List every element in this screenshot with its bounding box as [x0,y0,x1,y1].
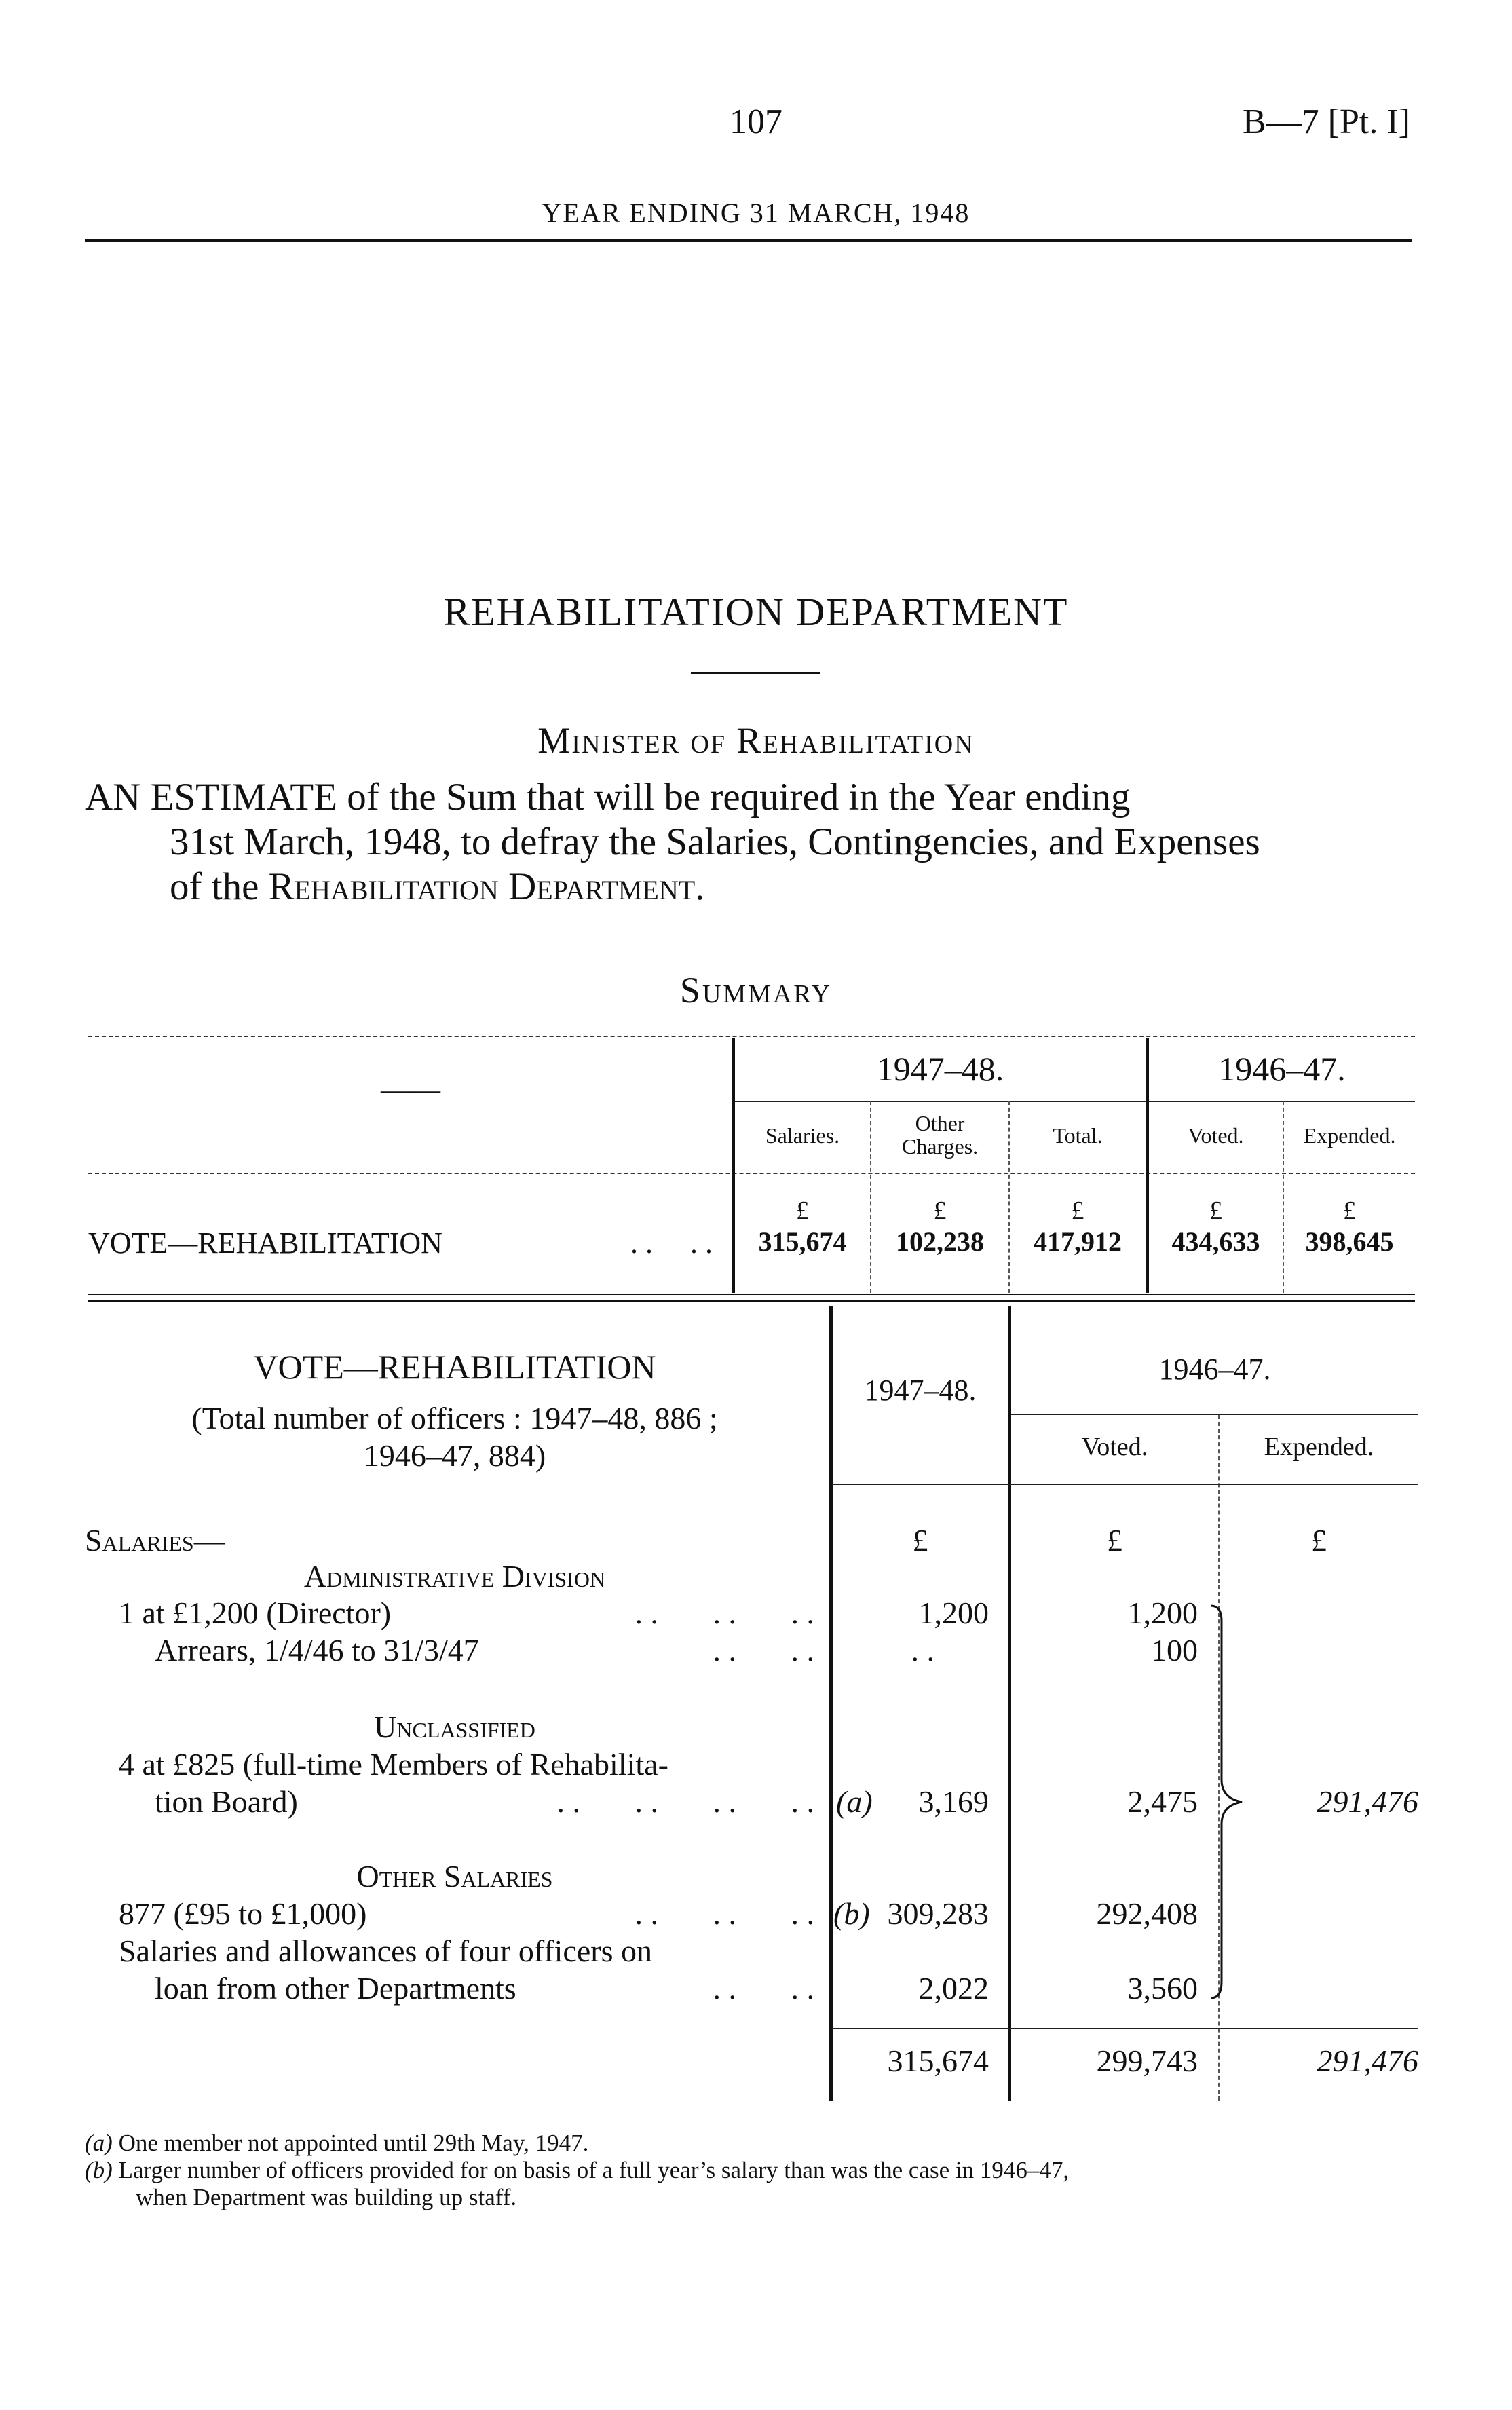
director-dots: . . . . . . [635,1596,814,1630]
summary-row-dots: . . . . [630,1226,713,1260]
board-voted: 2,475 [1127,1784,1198,1819]
footnote-a-mark: (a) [85,2130,113,2156]
footnote-b-text-line-2: when Department was building up staff. [136,2184,517,2210]
estimate-line-1: AN ESTIMATE of the Sum that will be required in the Year ending [85,776,1131,818]
total-voted: 299,743 [1096,2044,1198,2078]
estimate-line-2: 31st March, 1948, to defray the Salaries, Contingencies, and Expenses [170,821,1260,863]
footnotes [85,2130,1429,2211]
summary-year-previous: 1946–47. [1218,1050,1346,1088]
expended-brace [1207,1602,1254,2002]
summary-currency-salaries: £ [796,1197,809,1225]
vote-currency-voted: £ [1107,1523,1122,1558]
total-current: 315,674 [887,2044,989,2078]
administrative-heading: Administrative Division [303,1559,606,1594]
summary-header-rule [88,1173,1415,1174]
summary-currency-other: £ [933,1197,947,1225]
summary-col-total: Total. [1053,1123,1103,1148]
summary-col-other-line-2: Charges. [901,1134,979,1159]
estimate-paragraph [85,775,1422,909]
summary-label-dash: —— [381,1073,440,1106]
vote-year-rule [1011,1414,1418,1415]
summary-year-rule [732,1101,1415,1102]
vote-col-current: 1947–48. [864,1374,977,1407]
footnote-b [85,2157,1429,2184]
summary-top-rule [88,1036,1415,1037]
total-expended: 291,476 [1317,2044,1418,2078]
vote-col-voted: Voted. [1081,1433,1148,1461]
vote-col-expended: Expended. [1264,1433,1374,1461]
footnote-a-text: One member not appointed until 29th May, 1947. [118,2130,589,2156]
vote-currency-expended: £ [1311,1523,1327,1558]
summary-col-salaries: Salaries. [765,1123,840,1148]
director-current: 1,200 [918,1596,989,1630]
other-salaries-current: 309,283 [887,1896,989,1931]
board-label-line-1: 4 at £825 (full-time Members of Rehabilita- [119,1747,668,1782]
loan-label-line-2: loan from other Departments [155,1971,516,2006]
other-salaries-heading: Other Salaries [356,1859,553,1894]
estimate-line-3-suffix: . [695,865,705,908]
loan-dots: . . . . [713,1971,814,2006]
footnote-b-continuation [85,2184,1429,2211]
board-current: 3,169 [918,1784,989,1819]
director-label: 1 at £1,200 (Director) [119,1596,392,1630]
arrears-label: Arrears, 1/4/46 to 31/3/47 [155,1633,479,1668]
summary-value-total: 417,912 [1034,1226,1122,1257]
estimate-line-3 [85,865,1422,909]
arrears-voted: 100 [1151,1633,1198,1668]
footnote-b-mark: (b) [85,2157,113,2183]
summary-value-voted: 434,633 [1171,1226,1260,1257]
summary-currency-voted: £ [1209,1197,1222,1225]
other-salaries-label: 877 (£95 to £1,000) [119,1896,367,1931]
arrears-dots: . . . . [713,1633,814,1668]
other-salaries-voted: 292,408 [1096,1896,1198,1931]
summary-currency-total: £ [1071,1197,1084,1225]
vote-currency-current: £ [912,1523,928,1558]
summary-col-other [871,1112,1008,1158]
summary-col-other-line-1: Other [915,1111,965,1135]
department-title: REHABILITATION DEPARTMENT [443,590,1069,634]
running-head: YEAR ENDING 31 MARCH, 1948 [542,197,970,228]
title-rule [691,672,820,674]
vote-title: VOTE—REHABILITATION [253,1348,656,1386]
bracket-expended-value: 291,476 [1317,1784,1418,1819]
board-dots: . . . . . . . . [556,1784,814,1819]
salaries-heading: Salaries— [85,1523,225,1558]
summary-bottom-rule-2 [88,1300,1415,1302]
vote-total-rule [832,2028,1418,2029]
header-rule [85,239,1412,242]
loan-current: 2,022 [918,1971,989,2006]
unclassified-heading: Unclassified [374,1710,535,1744]
board-footnote-mark: (a) [836,1784,873,1819]
other-salaries-footnote-mark: (b) [833,1896,870,1931]
reference-code: B—7 [Pt. I] [1243,102,1410,141]
summary-value-salaries: 315,674 [758,1226,847,1257]
summary-col-voted: Voted. [1188,1123,1244,1148]
summary-col-expended: Expended. [1303,1123,1396,1148]
page-number: 107 [730,102,782,141]
summary-bottom-rule-1 [88,1294,1415,1295]
other-salaries-dots: . . . . . . [635,1896,814,1931]
summary-value-expended: 398,645 [1305,1226,1394,1257]
estimate-line-3-prefix: of the [170,865,269,908]
footnote-b-text-line-1: Larger number of officers provided for on basis of a full year’s salary than was the case in 1946–47, [118,2157,1070,2183]
summary-currency-expended: £ [1343,1197,1356,1225]
estimate-department-name: Rehabilitation Department [268,865,696,908]
loan-voted: 3,560 [1127,1971,1198,2006]
summary-heading: Summary [679,970,833,1011]
summary-value-other: 102,238 [896,1226,984,1257]
footnote-a [85,2130,1429,2157]
vote-col-previous: 1946–47. [1158,1353,1271,1386]
board-label-line-2: tion Board) [155,1784,298,1819]
summary-year-current: 1947–48. [876,1050,1004,1088]
summary-row-label: VOTE—REHABILITATION [88,1226,442,1260]
loan-label-line-1: Salaries and allowances of four officers on [119,1934,652,1968]
arrears-current: . . [911,1633,934,1668]
minister-heading: Minister of Rehabilitation [537,720,975,761]
director-voted: 1,200 [1127,1596,1198,1630]
vote-subtitle-line-1: (Total number of officers : 1947–48, 886 ; [191,1401,718,1435]
vote-subtitle-line-2: 1946–47, 884) [363,1438,546,1473]
vote-header-rule [832,1484,1418,1485]
